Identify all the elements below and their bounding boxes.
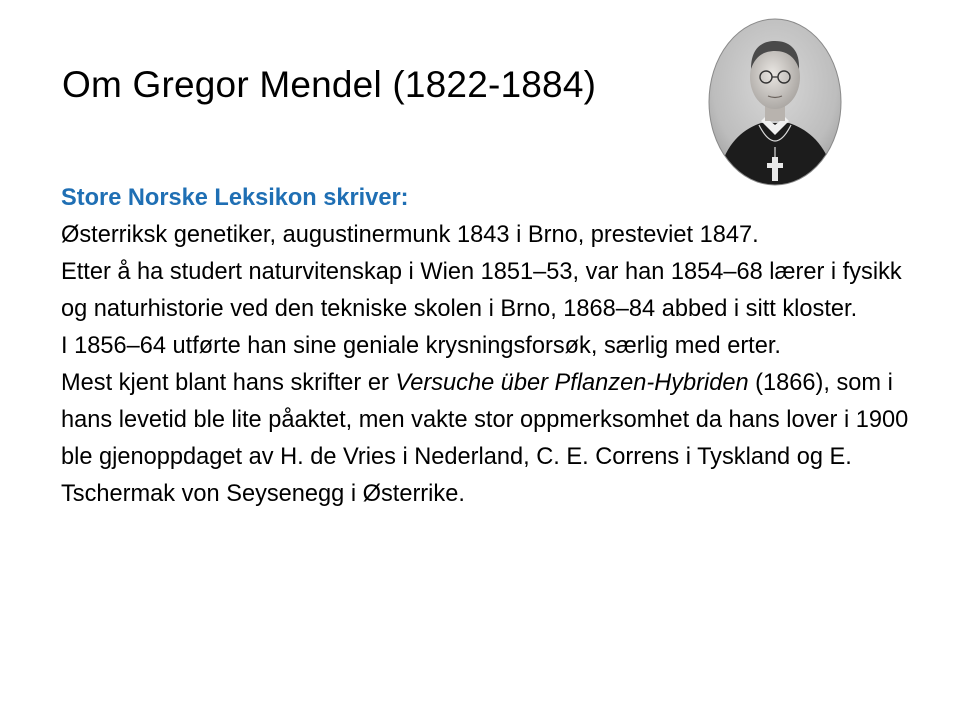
source-heading: Store Norske Leksikon skriver: [61, 185, 409, 211]
mendel-portrait [707, 17, 843, 187]
paragraph-career: Etter å ha studert naturvitenskap i Wien 1851–53, var han 1854–68 lærer i fysikk og naturhistorie ved den tekniske skolen i Brno, 1868–84 abbed i sitt kloster. [61, 259, 902, 322]
publications-text-end: (1866), som i hans levetid ble lite påaktet, men vakte stor oppmerksomhet da hans lover i 1900 ble gjenoppdaget av H. de Vries i Nederland, C. E. Correns i Tyskland og E. Tschermak von Seysenegg i Østerrike. [61, 370, 909, 507]
paragraph-intro: Østerriksk genetiker, augustinermunk 1843 i Brno, presteviet 1847. [61, 222, 759, 248]
paragraph-experiments: I 1856–64 utførte han sine geniale krysningsforsøk, særlig med erter. [61, 333, 781, 359]
publications-text-start: Mest kjent blant hans skrifter er [61, 370, 396, 396]
slide-body [61, 180, 911, 513]
slide-title: Om Gregor Mendel (1822-1884) [62, 64, 597, 105]
paragraph-publications [61, 365, 911, 513]
publication-title: Versuche über Pflanzen-Hybriden [395, 370, 749, 396]
